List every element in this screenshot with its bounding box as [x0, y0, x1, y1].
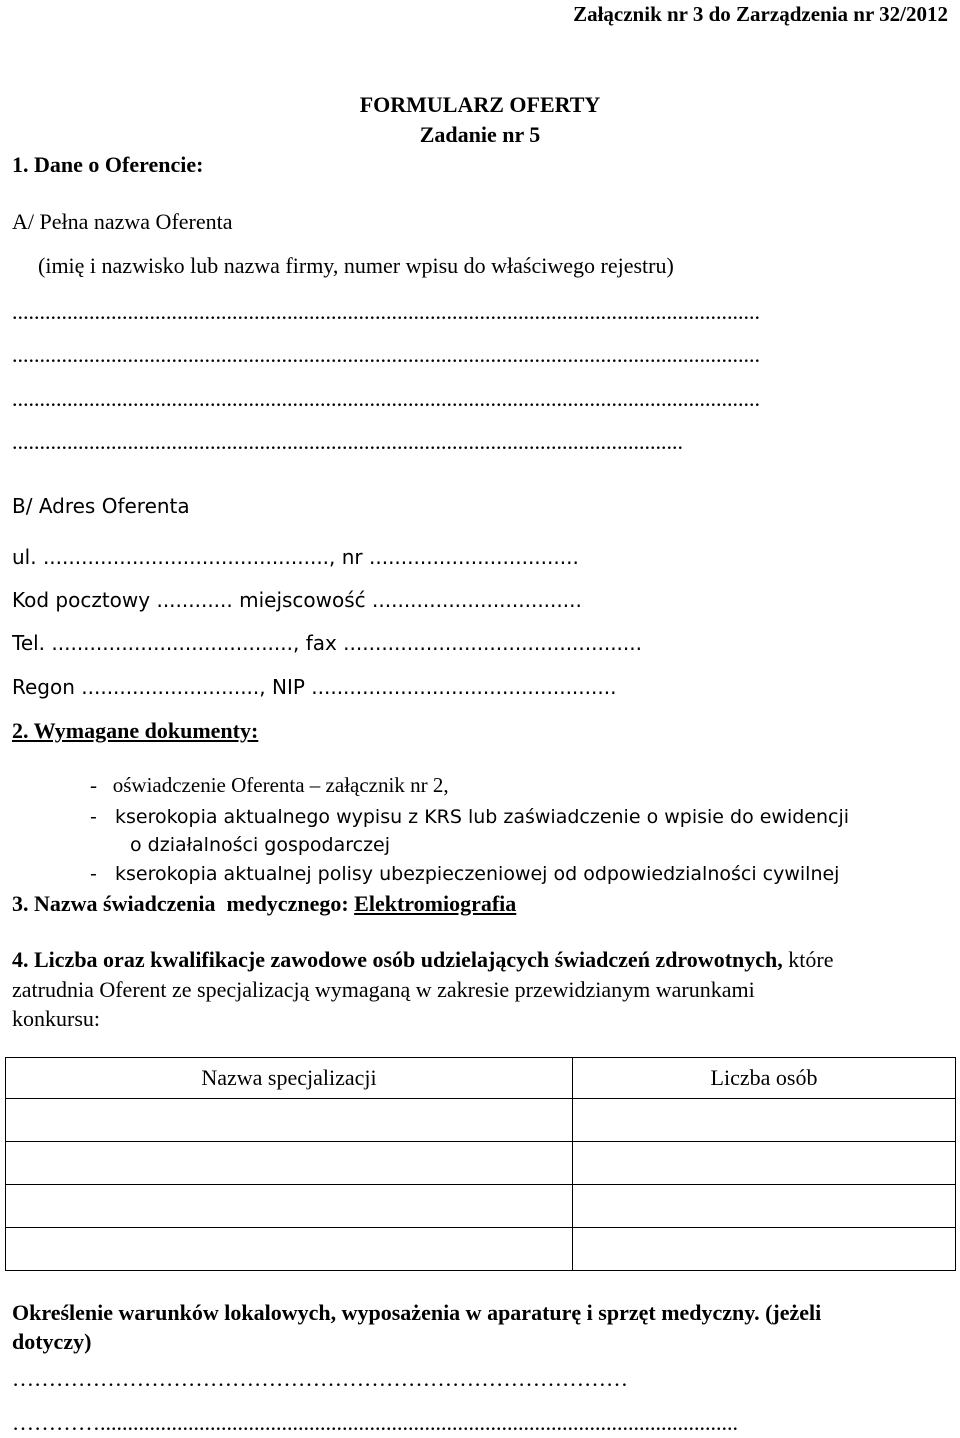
specialization-cell[interactable]: [6, 1142, 573, 1185]
premises-field-line-1[interactable]: …………………………………………………………………………: [12, 1366, 628, 1391]
full-name-field-line-1[interactable]: ........................................................................................................................................: [12, 299, 760, 324]
document-item-2-continued: o działalności gospodarczej: [130, 834, 391, 856]
specialization-cell[interactable]: [6, 1185, 573, 1228]
count-column-header: Liczba osób: [573, 1058, 956, 1099]
full-name-hint: (imię i nazwisko lub nazwa firmy, numer wpisu do właściwego rejestru): [38, 253, 674, 278]
section-4-text: które: [782, 947, 834, 972]
task-number: Zadanie nr 5: [419, 122, 541, 147]
section-4-text-line-3: konkursu:: [12, 1006, 100, 1031]
attachment-note: Załącznik nr 3 do Zarządzenia nr 32/2012: [573, 2, 948, 26]
document-item-2: - kserokopia aktualnego wypisu z KRS lub zaświadczenie o wpisie do ewidencji: [90, 806, 850, 828]
count-cell[interactable]: [573, 1185, 956, 1228]
specialization-cell[interactable]: [6, 1099, 573, 1142]
premises-field-line-2[interactable]: …………....................................................................................................................: [12, 1410, 738, 1435]
full-name-field-line-3[interactable]: ........................................................................................................................................: [12, 386, 760, 411]
full-name-field-line-4[interactable]: ..........................................................................................................................: [12, 429, 683, 454]
service-label: 3. Nazwa świadczenia medycznego:: [12, 891, 355, 916]
address-label: B/ Adres Oferenta: [12, 494, 190, 518]
table-row: [6, 1185, 956, 1228]
phone-fax-field[interactable]: Tel. ......................................, fax ...............................................: [12, 631, 642, 655]
specialization-cell[interactable]: [6, 1228, 573, 1271]
count-cell[interactable]: [573, 1142, 956, 1185]
form-title: FORMULARZ OFERTY: [359, 92, 601, 117]
section-4-heading: [12, 947, 833, 973]
full-name-label: A/ Pełna nazwa Oferenta: [12, 209, 233, 234]
table-row: [6, 1228, 956, 1271]
count-cell[interactable]: [573, 1099, 956, 1142]
section-3-heading: [12, 891, 516, 917]
specialization-column-header: Nazwa specjalizacji: [6, 1058, 573, 1099]
premises-equipment-heading-continued: dotyczy): [12, 1329, 92, 1354]
postal-city-field[interactable]: Kod pocztowy ............ miejscowość .................................: [12, 588, 582, 612]
section-2-heading: 2. Wymagane dokumenty:: [12, 718, 259, 743]
table-row: [6, 1142, 956, 1185]
table-row: [6, 1099, 956, 1142]
section-1-heading: 1. Dane o Oferencie:: [12, 152, 204, 177]
regon-nip-field[interactable]: Regon ............................, NIP ................................................: [12, 675, 617, 699]
document-item-1: - oświadczenie Oferenta – załącznik nr 2,: [90, 773, 449, 797]
street-field[interactable]: ul. ............................................., nr .................................: [12, 545, 579, 569]
section-4-bold-text: 4. Liczba oraz kwalifikacje zawodowe osób udzielających świadczeń zdrowotnych,: [12, 947, 783, 972]
service-name: Elektromiografia: [354, 891, 517, 916]
premises-equipment-heading: Określenie warunków lokalowych, wyposażenia w aparaturę i sprzęt medyczny. (jeżeli: [12, 1300, 822, 1325]
full-name-field-line-2[interactable]: ........................................................................................................................................: [12, 342, 760, 367]
specialization-table: [5, 1057, 956, 1271]
section-4-text-line-2: zatrudnia Oferent ze specjalizacją wymaganą w zakresie przewidzianym warunkami: [12, 977, 755, 1002]
count-cell[interactable]: [573, 1228, 956, 1271]
document-item-3: - kserokopia aktualnej polisy ubezpieczeniowej od odpowiedzialności cywilnej: [90, 863, 840, 885]
table-header-row: [6, 1058, 956, 1099]
